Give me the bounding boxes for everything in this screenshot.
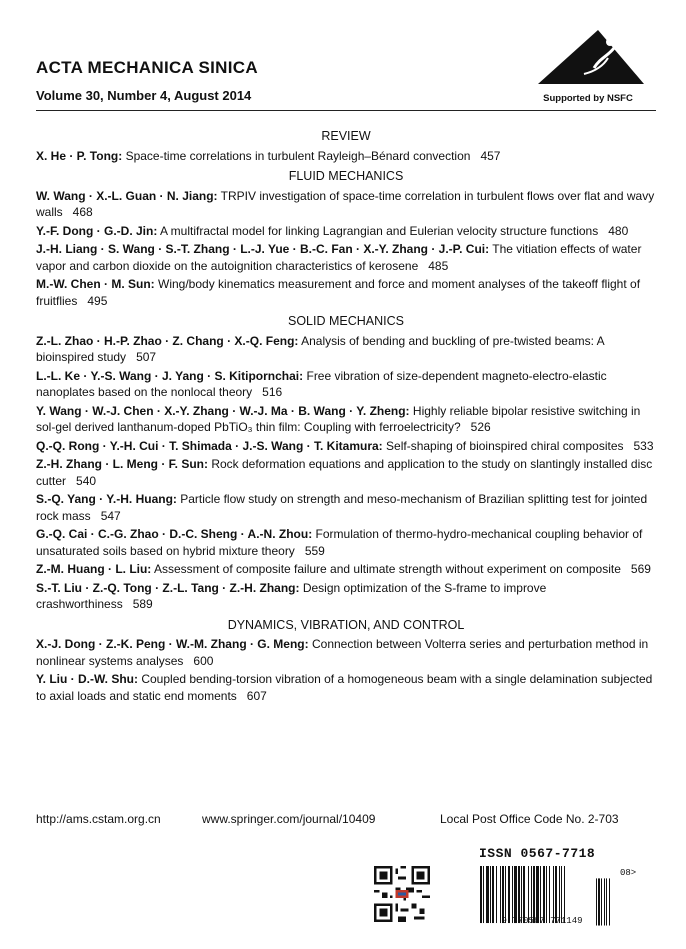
entry-authors: Y. Wang · W.-J. Chen · X.-Y. Zhang · W.-J. Ma · B. Wang · Y. Zheng: <box>36 403 410 418</box>
qr-code-icon <box>374 866 430 922</box>
entry-title: Connection between Volterra series and perturbation method in nonlinear systems analyses <box>36 637 649 668</box>
entry-page-number: 480 <box>608 223 629 238</box>
entry-page-number: 468 <box>72 205 93 219</box>
toc-entry[interactable] <box>36 438 656 455</box>
section-heading: SOLID MECHANICS <box>288 314 404 328</box>
entry-page-number: 569 <box>630 562 651 576</box>
section-heading: DYNAMICS, VIBRATION, AND CONTROL <box>227 617 465 632</box>
entry-authors: W. Wang · X.-L. Guan · N. Jiang: <box>36 188 218 203</box>
journal-logo-icon <box>536 28 646 88</box>
toc-entry[interactable] <box>36 526 656 559</box>
toc-entry[interactable] <box>36 671 656 704</box>
toc-entry[interactable] <box>36 403 656 436</box>
entry-page-number: 559 <box>304 543 325 558</box>
toc-entry[interactable] <box>36 333 656 366</box>
entry-title: Design optimization of the S-frame to improve crashworthiness <box>36 580 547 611</box>
entry-page-number: 457 <box>480 148 501 163</box>
entry-page-number: 540 <box>76 473 97 488</box>
entry-title: Rock deformation equations and application to the study on slantingly installed disc cutter <box>36 457 653 488</box>
toc-entry[interactable] <box>36 561 656 578</box>
entry-title: Analysis of bending and buckling of pre-twisted beams: A bioinspired study <box>36 333 604 364</box>
entry-title: TRPIV investigation of space-time correlation in turbulent flows over flat and wavy walls <box>36 188 655 219</box>
entry-page-number: 495 <box>87 293 108 308</box>
entry-title: Wing/body kinematics measurement and force and moment analyses of the takeoff flight of fruitflies <box>36 277 641 308</box>
entry-authors: Y. Liu · D.-W. Shu: <box>36 672 138 686</box>
journal-title: ACTA MECHANICA SINICA <box>36 58 258 77</box>
entry-authors: Z.-L. Zhao · H.-P. Zhao · Z. Chang · X.-Q. Feng: <box>36 333 299 348</box>
toc-entry[interactable] <box>36 223 656 240</box>
support-note: Supported by NSFC <box>543 93 633 104</box>
entry-authors: G.-Q. Cai · C.-G. Zhao · D.-C. Sheng · A.-N. Zhou: <box>36 527 313 541</box>
entry-page-number: 507 <box>136 350 157 364</box>
journal-website-link[interactable]: http://ams.cstam.org.cn <box>36 812 161 826</box>
entry-authors: J.-H. Liang · S. Wang · S.-T. Zhang · L.-J. Yue · B.-C. Fan · X.-Y. Zhang · J.-P. Cui: <box>36 242 490 256</box>
table-of-contents <box>36 124 656 706</box>
entry-page-number: 589 <box>132 597 153 611</box>
toc-entry[interactable] <box>36 148 656 165</box>
toc-entry[interactable] <box>36 368 656 401</box>
toc-entry[interactable] <box>36 456 656 489</box>
entry-page-number: 485 <box>428 258 449 273</box>
entry-authors: L.-L. Ke · Y.-S. Wang · J. Yang · S. Kitipornchai: <box>36 368 304 383</box>
entry-authors: S.-T. Liu · Z.-Q. Tong · Z.-L. Tang · Z.-H. Zhang: <box>36 580 300 595</box>
entry-title: Space-time correlations in turbulent Rayleigh–Bénard convection <box>125 148 471 163</box>
entry-title: Self-shaping of bioinspired chiral composites <box>386 438 624 453</box>
entry-authors: Z.-M. Huang · L. Liu: <box>36 562 152 576</box>
barcode-addon: 08> <box>620 868 637 878</box>
springer-link[interactable]: www.springer.com/journal/10409 <box>202 812 376 826</box>
toc-entry[interactable] <box>36 276 656 309</box>
post-office-code: Local Post Office Code No. 2-703 <box>440 812 619 826</box>
entry-title: A multifractal model for linking Lagrangian and Eulerian velocity structure functions <box>160 223 599 238</box>
entry-page-number: 526 <box>470 420 491 434</box>
barcode-number: 9 770567 771149 <box>501 916 583 926</box>
entry-page-number: 516 <box>262 385 283 399</box>
entry-authors: Q.-Q. Rong · Y.-H. Cui · T. Shimada · J.-S. Wang · T. Kitamura: <box>36 438 383 453</box>
entry-title: Highly reliable bipolar resistive switching in sol-gel derived lanthanum-doped PbTiO₃ thin film: Coupling with ferroelectricity? <box>36 403 641 434</box>
section-heading: FLUID MECHANICS <box>288 169 404 183</box>
toc-entry[interactable] <box>36 491 656 524</box>
entry-authors: X.-J. Dong · Z.-K. Peng · W.-M. Zhang · G. Meng: <box>36 637 309 651</box>
footer-links <box>36 812 656 828</box>
entry-page-number: 547 <box>100 508 121 523</box>
entry-page-number: 600 <box>193 653 214 668</box>
entry-authors: M.-W. Chen · M. Sun: <box>36 277 155 291</box>
entry-title: Coupled bending-torsion vibration of a homogeneous beam with a single delamination subjected to axial loads and static end moments <box>36 672 653 703</box>
entry-title: Assessment of composite failure and ultimate strength without experiment on composite <box>153 562 621 576</box>
toc-entry[interactable] <box>36 636 656 669</box>
entry-authors: S.-Q. Yang · Y.-H. Huang: <box>36 492 177 506</box>
entry-authors: X. He · P. Tong: <box>36 148 123 163</box>
toc-entry[interactable] <box>36 188 656 221</box>
entry-page-number: 607 <box>246 688 267 703</box>
entry-title: Particle flow study on strength and meso-mechanism of Brazilian splitting test for jointed rock mass <box>36 492 648 523</box>
issn-label: ISSN 0567-7718 <box>479 846 596 861</box>
section-heading: REVIEW <box>321 129 371 143</box>
header-divider <box>36 110 656 111</box>
toc-entry[interactable] <box>36 580 656 613</box>
entry-title: Formulation of thermo-hydro-mechanical coupling behavior of unsaturated soils based on hybrid mixture theory <box>36 527 643 558</box>
entry-authors: Z.-H. Zhang · L. Meng · F. Sun: <box>36 457 208 471</box>
entry-title: The vitiation effects of water vapor and carbon dioxide on the autoignition characteristics of kerosene <box>36 242 642 273</box>
issue-info: Volume 30, Number 4, August 2014 <box>36 88 252 103</box>
entry-page-number: 533 <box>633 438 654 453</box>
entry-authors: Y.-F. Dong · G.-D. Jin: <box>36 223 158 238</box>
toc-entry[interactable] <box>36 241 656 274</box>
entry-title: Free vibration of size-dependent magneto-electro-elastic nanoplates based on the nonlocal theory <box>36 368 607 399</box>
